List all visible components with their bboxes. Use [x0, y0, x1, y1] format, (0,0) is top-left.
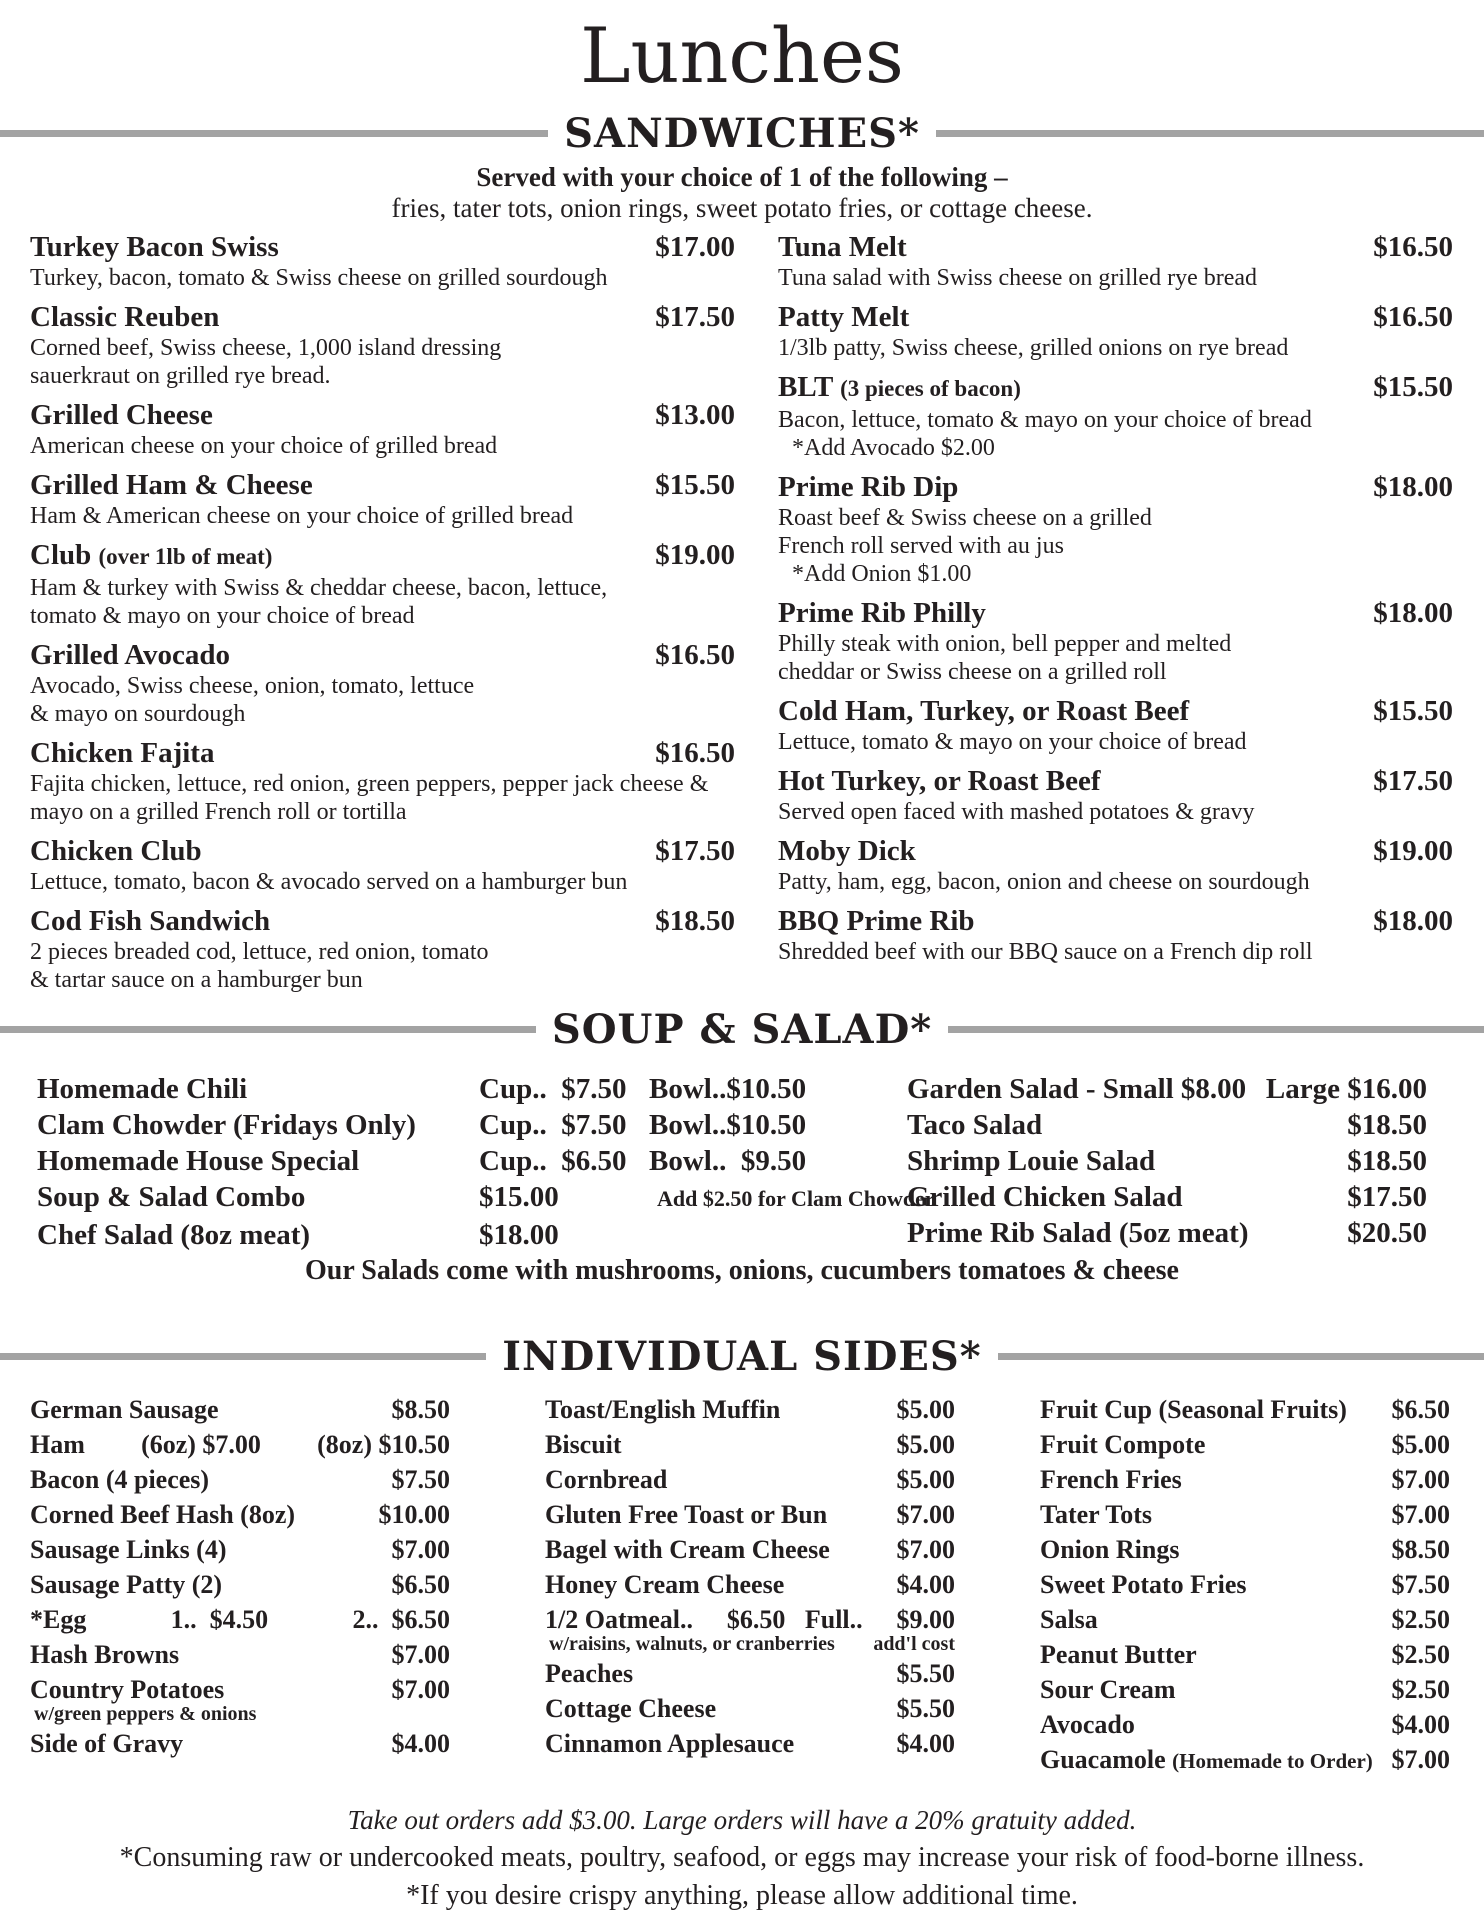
- section-divider-line: [936, 130, 1484, 137]
- menu-item-header: [778, 230, 1453, 264]
- soup-salad-item: [907, 1179, 1427, 1215]
- menu-item-price: $18.00: [1373, 597, 1453, 629]
- side-item-name: Sausage Patty (2): [30, 1570, 223, 1599]
- menu-item-header: [778, 300, 1453, 334]
- side-item-price: $8.50: [1391, 1535, 1450, 1564]
- menu-item-description: Tuna salad with Swiss cheese on grilled rye bread: [778, 265, 1258, 291]
- menu-item-description: Philly steak with onion, bell pepper and melted: [778, 631, 1232, 657]
- side-item-name: Salsa: [1040, 1605, 1098, 1634]
- menu-item-description: mayo on a grilled French roll or tortilla: [30, 799, 407, 825]
- side-item: [30, 1726, 450, 1761]
- menu-item-description: tomato & mayo on your choice of bread: [30, 603, 415, 629]
- side-item: [545, 1392, 955, 1427]
- sides-column-1: [30, 1392, 450, 1779]
- side-item: [1040, 1672, 1450, 1707]
- soup-salad-right-column: [907, 1071, 1427, 1253]
- side-item: [545, 1656, 955, 1691]
- soup-salad-item: [907, 1215, 1427, 1251]
- takeout-note: Take out orders add $3.00. Large orders will have a 20% gratuity added.: [347, 1805, 1137, 1835]
- side-item-name: Cornbread: [545, 1465, 668, 1494]
- side-item-note: (Homemade to Order): [1172, 1749, 1373, 1773]
- side-item-name: Peanut Butter: [1040, 1640, 1197, 1669]
- side-item-name: Guacamole (Homemade to Order): [1040, 1745, 1373, 1774]
- menu-item-name: Grilled Avocado: [30, 639, 231, 671]
- menu-item-description: Corned beef, Swiss cheese, 1,000 island dressing: [30, 335, 502, 361]
- side-item-price: $5.00: [1391, 1430, 1450, 1459]
- soup-salad-item-price: Cup.. $7.50: [479, 1109, 627, 1141]
- side-item-price: $7.00: [896, 1500, 955, 1529]
- sandwiches-section-header: [0, 110, 1484, 157]
- side-item-name: Tater Tots: [1040, 1500, 1152, 1529]
- side-item: [1040, 1532, 1450, 1567]
- menu-item-description: Avocado, Swiss cheese, onion, tomato, lettuce: [30, 673, 475, 699]
- section-divider-line: [0, 130, 548, 137]
- side-item-name: Avocado: [1040, 1710, 1135, 1739]
- menu-item-note: (over 1lb of meat): [98, 544, 273, 569]
- soup-salad-item-name: Grilled Chicken Salad: [907, 1181, 1183, 1213]
- side-item-price-mid: (6oz) $7.00: [141, 1430, 261, 1459]
- side-item-name: Sausage Links (4): [30, 1535, 227, 1564]
- soup-salad-section-header: [0, 1006, 1484, 1053]
- side-item-subtext-left: w/green peppers & onions: [34, 1703, 257, 1725]
- soup-salad-item-name: Homemade Chili: [37, 1073, 248, 1105]
- side-item-name: Sour Cream: [1040, 1675, 1176, 1704]
- menu-item-name: Hot Turkey, or Roast Beef: [778, 765, 1101, 797]
- menu-item-header: [778, 834, 1453, 868]
- side-item: [545, 1497, 955, 1532]
- menu-footer: [0, 1801, 1484, 1915]
- menu-item-header: [30, 638, 735, 672]
- menu-item-price: $15.50: [1373, 695, 1453, 727]
- side-item-price: $7.00: [391, 1675, 450, 1704]
- soup-salad-item-name: Garden Salad - Small $8.00: [907, 1073, 1247, 1105]
- sandwiches-subtitle: Served with your choice of 1 of the following –: [476, 162, 1008, 192]
- side-item: [1040, 1742, 1450, 1779]
- side-item-price: $5.50: [896, 1659, 955, 1688]
- menu-item-description: Lettuce, tomato, bacon & avocado served on a hamburger bun: [30, 869, 628, 895]
- menu-item-price: $16.50: [655, 737, 735, 769]
- side-item-subtext-right: add'l cost: [873, 1633, 955, 1655]
- soup-salad-item-price: Large $16.00: [1265, 1073, 1427, 1105]
- side-item-name: *Egg: [30, 1605, 87, 1634]
- menu-item-price: $16.50: [655, 639, 735, 671]
- side-item: [30, 1497, 450, 1532]
- menu-item-header: [778, 470, 1453, 504]
- menu-item: [30, 538, 735, 630]
- sandwiches-left-column: [30, 230, 735, 1002]
- menu-item-price: $17.50: [1373, 765, 1453, 797]
- menu-item-price: $15.50: [1373, 371, 1453, 403]
- menu-item-price: $18.00: [1373, 471, 1453, 503]
- side-item-subtext-left: w/raisins, walnuts, or cranberries: [549, 1633, 835, 1655]
- soup-salad-item-name: Soup & Salad Combo: [37, 1181, 306, 1213]
- soup-salad-item-name: Taco Salad: [907, 1109, 1043, 1141]
- menu-item-description: Bacon, lettuce, tomato & mayo on your choice of bread: [778, 407, 1312, 433]
- side-item: [545, 1427, 955, 1462]
- sides-column-2: [545, 1392, 955, 1779]
- side-item: [1040, 1497, 1450, 1532]
- menu-item: [778, 370, 1453, 462]
- menu-item-description: Ham & turkey with Swiss & cheddar cheese, bacon, lettuce,: [30, 575, 608, 601]
- side-item-subtext: [545, 1633, 955, 1656]
- sides-columns: [0, 1380, 1484, 1779]
- side-item: [545, 1726, 955, 1761]
- soup-salad-item: [37, 1217, 807, 1253]
- side-item-name: 1/2 Oatmeal..: [545, 1605, 694, 1634]
- side-item-price: $5.00: [896, 1465, 955, 1494]
- soup-salad-item-price: Bowl..$10.50: [649, 1073, 807, 1105]
- menu-item-description: & tartar sauce on a hamburger bun: [30, 967, 363, 993]
- menu-item-header: [30, 468, 735, 502]
- menu-item-header: [30, 300, 735, 334]
- menu-item-description: sauerkraut on grilled rye bread.: [30, 363, 331, 389]
- menu-item: [778, 764, 1453, 826]
- menu-item-price: $18.00: [1373, 905, 1453, 937]
- soup-salad-item-price: Cup.. $6.50: [479, 1145, 627, 1177]
- side-item: [30, 1672, 450, 1707]
- menu-item-price: $17.50: [655, 301, 735, 333]
- menu-item: [778, 834, 1453, 896]
- menu-item-description: Patty, ham, egg, bacon, onion and cheese on sourdough: [778, 869, 1310, 895]
- soup-salad-item-price: Bowl.. $9.50: [649, 1145, 807, 1177]
- menu-item: [30, 300, 735, 390]
- side-item-price: $2.50: [1391, 1640, 1450, 1669]
- side-item-name: Fruit Cup (Seasonal Fruits): [1040, 1395, 1347, 1424]
- menu-item-header: [778, 694, 1453, 728]
- sides-section-header: [0, 1333, 1484, 1380]
- menu-item-description: Ham & American cheese on your choice of grilled bread: [30, 503, 574, 529]
- menu-item-price: $16.50: [1373, 301, 1453, 333]
- menu-item-name: Classic Reuben: [30, 301, 220, 333]
- side-item-name: Country Potatoes: [30, 1675, 225, 1704]
- soup-salad-item-price: $18.00: [479, 1219, 559, 1251]
- soup-salad-item: [37, 1143, 807, 1179]
- menu-item-addon: *Add Onion $1.00: [792, 561, 972, 587]
- menu-item-name: Grilled Ham & Cheese: [30, 469, 313, 501]
- side-item-price-mid: 1.. $4.50: [170, 1605, 269, 1634]
- side-item-name: Cinnamon Applesauce: [545, 1729, 795, 1758]
- side-item-price: $7.50: [1391, 1570, 1450, 1599]
- menu-item: [778, 694, 1453, 756]
- side-item-name: Side of Gravy: [30, 1729, 184, 1758]
- side-item: [1040, 1707, 1450, 1742]
- menu-item: [778, 230, 1453, 292]
- side-item-price: $4.00: [391, 1729, 450, 1758]
- side-item-price: $6.50: [1391, 1395, 1450, 1424]
- soup-salad-item-price: $17.50: [1347, 1181, 1427, 1213]
- side-item-price: $6.50: [391, 1570, 450, 1599]
- menu-item-name: Turkey Bacon Swiss: [30, 231, 279, 263]
- side-item: [1040, 1637, 1450, 1672]
- menu-item-price: $15.50: [655, 469, 735, 501]
- side-item-name: Cottage Cheese: [545, 1694, 717, 1723]
- sandwiches-columns: [0, 224, 1484, 1002]
- side-item: [1040, 1567, 1450, 1602]
- side-item-price: $5.00: [896, 1430, 955, 1459]
- menu-item-header: [30, 904, 735, 938]
- side-item-price: $4.00: [896, 1729, 955, 1758]
- side-item-name: Onion Rings: [1040, 1535, 1180, 1564]
- menu-item-description: Roast beef & Swiss cheese on a grilled: [778, 505, 1152, 531]
- side-item: [30, 1602, 450, 1637]
- side-item-name: Corned Beef Hash (8oz): [30, 1500, 296, 1529]
- soup-salad-item-name: Homemade House Special: [37, 1145, 360, 1177]
- menu-item-name: Tuna Melt: [778, 231, 907, 263]
- side-item-price: $7.00: [896, 1535, 955, 1564]
- side-item-name: Honey Cream Cheese: [545, 1570, 785, 1599]
- page-title: Lunches: [580, 11, 904, 100]
- side-item-price: $4.00: [896, 1570, 955, 1599]
- side-item-price: $5.00: [896, 1395, 955, 1424]
- soup-salad-item-price: Cup.. $7.50: [479, 1073, 627, 1105]
- menu-item-description: Turkey, bacon, tomato & Swiss cheese on grilled sourdough: [30, 265, 608, 291]
- side-item: [1040, 1602, 1450, 1637]
- side-item-name: French Fries: [1040, 1465, 1182, 1494]
- menu-item-description: 1/3lb patty, Swiss cheese, grilled onions on rye bread: [778, 335, 1289, 361]
- soup-salad-item: [37, 1071, 807, 1107]
- menu-item-description: American cheese on your choice of grilled bread: [30, 433, 498, 459]
- soup-salad-item: [907, 1143, 1427, 1179]
- side-item: [545, 1462, 955, 1497]
- soup-salad-item: [37, 1107, 807, 1143]
- side-item: [30, 1392, 450, 1427]
- soup-salad-item-price: $20.50: [1347, 1217, 1427, 1249]
- menu-item: [30, 834, 735, 896]
- side-item: [30, 1637, 450, 1672]
- menu-item-header: [778, 764, 1453, 798]
- menu-item: [30, 904, 735, 994]
- soup-salad-item-price: $18.50: [1347, 1109, 1427, 1141]
- side-item-price: 2.. $6.50: [352, 1605, 450, 1634]
- menu-item-name: Grilled Cheese: [30, 399, 213, 431]
- side-item-name: Sweet Potato Fries: [1040, 1570, 1247, 1599]
- side-item-price: $7.00: [391, 1535, 450, 1564]
- side-item-price: $7.00: [391, 1640, 450, 1669]
- sandwiches-right-column: [778, 230, 1453, 1002]
- side-item: [30, 1532, 450, 1567]
- side-item: [30, 1427, 450, 1462]
- side-item: [30, 1567, 450, 1602]
- section-divider-line: [0, 1026, 536, 1033]
- side-item-name: Bacon (4 pieces): [30, 1465, 210, 1494]
- menu-item-name: Moby Dick: [778, 835, 916, 867]
- menu-item: [30, 398, 735, 460]
- side-item-price-mid: $6.50 Full..: [726, 1605, 863, 1634]
- menu-item-name: Chicken Fajita: [30, 737, 215, 769]
- menu-item-name: Chicken Club: [30, 835, 202, 867]
- sides-section-title: INDIVIDUAL SIDES*: [502, 1333, 982, 1380]
- sandwiches-subtitle-options: fries, tater tots, onion rings, sweet potato fries, or cottage cheese.: [391, 193, 1093, 223]
- menu-item-description: 2 pieces breaded cod, lettuce, red onion, tomato: [30, 939, 489, 965]
- section-divider-line: [948, 1026, 1484, 1033]
- menu-item-description: & mayo on sourdough: [30, 701, 246, 727]
- side-item-subtext: [30, 1703, 450, 1726]
- soup-salad-item-note: Add $2.50 for Clam Chowder: [657, 1186, 935, 1211]
- salad-footnote: Our Salads come with mushrooms, onions, cucumbers tomatoes & cheese: [305, 1255, 1179, 1286]
- side-item: [545, 1567, 955, 1602]
- side-item-price: $4.00: [1391, 1710, 1450, 1739]
- menu-item-header: [30, 230, 735, 264]
- side-item: [1040, 1392, 1450, 1427]
- soup-salad-item-price: $15.00: [479, 1181, 559, 1213]
- side-item: [1040, 1462, 1450, 1497]
- side-item-price: $2.50: [1391, 1675, 1450, 1704]
- menu-item-note: (3 pieces of bacon): [840, 376, 1021, 401]
- side-item-name: Gluten Free Toast or Bun: [545, 1500, 828, 1529]
- side-item-name: Peaches: [545, 1659, 634, 1688]
- side-item-name: Hash Browns: [30, 1640, 180, 1669]
- side-item-price: $9.00: [896, 1605, 955, 1634]
- soup-salad-item-name: Clam Chowder (Fridays Only): [37, 1109, 416, 1141]
- menu-item-price: $19.00: [1373, 835, 1453, 867]
- section-divider-line: [0, 1353, 486, 1360]
- consumer-advisory-note: *Consuming raw or undercooked meats, poultry, seafood, or eggs may increase your risk of food-borne illness.: [119, 1842, 1365, 1873]
- menu-item-name: Cod Fish Sandwich: [30, 905, 271, 937]
- soup-salad-item-name: Prime Rib Salad (5oz meat): [907, 1217, 1249, 1249]
- soup-salad-item-name: Shrimp Louie Salad: [907, 1145, 1156, 1177]
- side-item-price: $7.00: [1391, 1465, 1450, 1494]
- side-item-price: $2.50: [1391, 1605, 1450, 1634]
- menu-item-price: $19.00: [655, 539, 735, 571]
- menu-item-header: [778, 596, 1453, 630]
- soup-salad-item: [37, 1179, 935, 1217]
- menu-item-price: $17.50: [655, 835, 735, 867]
- side-item-name: Bagel with Cream Cheese: [545, 1535, 830, 1564]
- sandwiches-section-title: SANDWICHES*: [564, 110, 920, 157]
- side-item-name: Fruit Compote: [1040, 1430, 1206, 1459]
- menu-item: [778, 300, 1453, 362]
- menu-item: [778, 596, 1453, 686]
- crispy-note: *If you desire crispy anything, please allow additional time.: [406, 1880, 1078, 1911]
- menu-item-name: Cold Ham, Turkey, or Roast Beef: [778, 695, 1190, 727]
- menu-item-name: BBQ Prime Rib: [778, 905, 975, 937]
- menu-item-header: [30, 398, 735, 432]
- side-item-price: $7.00: [1391, 1500, 1450, 1529]
- soup-salad-item: [907, 1107, 1427, 1143]
- menu-item-price: $13.00: [655, 399, 735, 431]
- side-item: [545, 1691, 955, 1726]
- menu-item-description: Lettuce, tomato & mayo on your choice of bread: [778, 729, 1247, 755]
- menu-item-description: French roll served with au jus: [778, 533, 1064, 559]
- soup-salad-item-price: $18.50: [1347, 1145, 1427, 1177]
- side-item-price: $10.00: [378, 1500, 450, 1529]
- side-item: [545, 1602, 955, 1637]
- menu-item-description: Shredded beef with our BBQ sauce on a French dip roll: [778, 939, 1313, 965]
- side-item-price: $5.50: [896, 1694, 955, 1723]
- side-item-price: $7.00: [1391, 1745, 1450, 1774]
- menu-item: [30, 230, 735, 292]
- menu-item-header: [30, 736, 735, 770]
- side-item: [30, 1462, 450, 1497]
- section-divider-line: [998, 1353, 1484, 1360]
- sides-column-3: [1040, 1392, 1450, 1779]
- menu-item-header: [778, 904, 1453, 938]
- soup-salad-item-price: Bowl..$10.50: [649, 1109, 807, 1141]
- side-item-price: $7.50: [391, 1465, 450, 1494]
- menu-item-name: Prime Rib Dip: [778, 471, 959, 503]
- menu-item: [30, 638, 735, 728]
- menu-item-price: $17.00: [655, 231, 735, 263]
- menu-item-name: Club (over 1lb of meat): [30, 539, 273, 571]
- menu-item-header: [778, 370, 1453, 406]
- menu-item-description: Fajita chicken, lettuce, red onion, green peppers, pepper jack cheese &: [30, 771, 709, 797]
- menu-item: [778, 904, 1453, 966]
- menu-item-name: BLT (3 pieces of bacon): [778, 371, 1021, 403]
- menu-item-addon: *Add Avocado $2.00: [792, 435, 995, 461]
- side-item-name: Ham: [30, 1430, 85, 1459]
- menu-item-description: Served open faced with mashed potatoes & gravy: [778, 799, 1255, 825]
- menu-item: [30, 468, 735, 530]
- soup-salad-item: [907, 1071, 1427, 1107]
- menu-item-header: [30, 538, 735, 574]
- soup-salad-columns: [0, 1053, 1484, 1253]
- menu-item: [30, 736, 735, 826]
- menu-item: [778, 470, 1453, 588]
- menu-item-name: Prime Rib Philly: [778, 597, 986, 629]
- side-item: [1040, 1427, 1450, 1462]
- side-item: [545, 1532, 955, 1567]
- menu-item-price: $18.50: [655, 905, 735, 937]
- menu-item-description: cheddar or Swiss cheese on a grilled roll: [778, 659, 1167, 685]
- menu-item-header: [30, 834, 735, 868]
- side-item-name: Biscuit: [545, 1430, 622, 1459]
- menu-item-price: $16.50: [1373, 231, 1453, 263]
- menu-item-name: Patty Melt: [778, 301, 910, 333]
- side-item-name: Toast/English Muffin: [545, 1395, 781, 1424]
- side-item-price: $8.50: [391, 1395, 450, 1424]
- soup-salad-left-column: [37, 1071, 935, 1253]
- side-item-name: German Sausage: [30, 1395, 219, 1424]
- side-item-price: (8oz) $10.50: [317, 1430, 450, 1459]
- soup-salad-item-name: Chef Salad (8oz meat): [37, 1219, 311, 1251]
- soup-salad-section-title: SOUP & SALAD*: [551, 1006, 933, 1053]
